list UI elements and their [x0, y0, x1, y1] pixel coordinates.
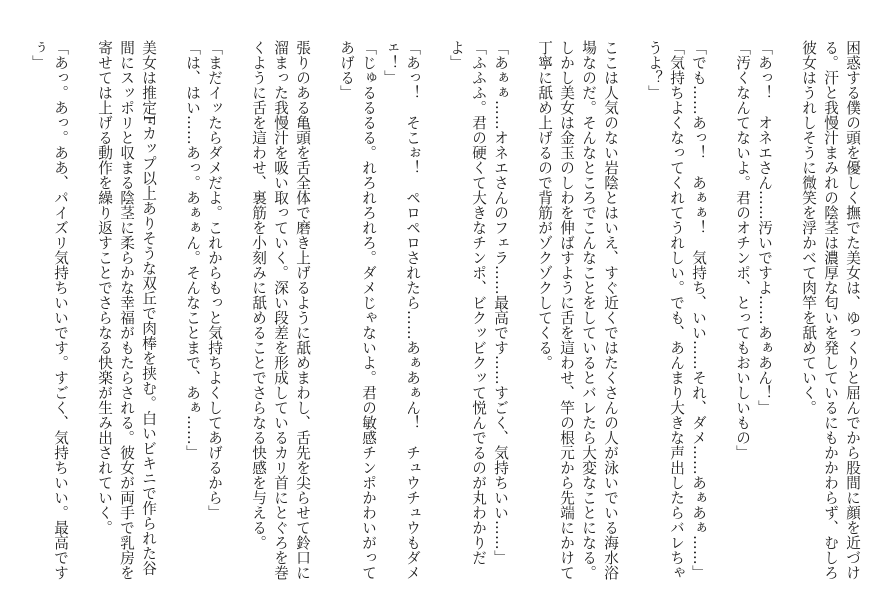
dialogue-line: 「じゅるるるる。れろれろれろ。ダメじゃないよ。君の敏感チンポかわいがってあげる」 [338, 40, 377, 580]
dialogue-line: 「あっ！ そこぉ！ ペロペロされたら……あぁあぁん！ チュウチュウもダメェ！」 [382, 40, 421, 580]
dialogue-line: 「汚くなんてないよ。君のオチンポ、とってもおいしいもの」 [734, 40, 751, 460]
dialogue-line: 「あっ。あっ。ああ、パイズリ気持ちいいです。すごく、気持ちいい。最高ですぅ」 [30, 40, 69, 580]
dialogue-line: 「まだイッたらダメだよ。これからもっと気持ちよくしてあげるから」 [206, 40, 223, 520]
dialogue-line: 「でも……あっ！ あぁぁ！ 気持ち、いい……それ、ダメ……あぁあぁ……」 [690, 40, 707, 580]
narration-paragraph: 美女は推定Fカップ以上ありそうな双丘で肉棒を挟む。白いビキニで作られた谷間にスッポリと収まる陰茎に柔らかな幸福がもたらされる。彼女が両手で乳房を寄せては上げる動作を繰り返すことでさらなる快楽が生み出されていく。 [96, 40, 157, 580]
dialogue-line: 「ふふふ。君の硬くて大きなチンポ、ビクッビクッて悦んでるのが丸わかりだよ」 [448, 40, 487, 565]
dialogue-line: 「あっ！ オネエさん……汚いですよ……あぁあん！」 [756, 40, 773, 415]
vertical-text-body [27, 40, 863, 580]
narration-paragraph: 困惑する僕の頭を優しく撫でた美女は、ゆっくりと屈んでから股間に顔を近づける。汗と我慢汁まみれの陰茎は濃厚な匂いを発しているにもかかわらず、むしろ彼女はうれしそうに微笑を浮かべて肉竿を舐めていく。 [800, 40, 861, 580]
narration-paragraph: ここは人気のない岩陰とはいえ、すぐ近くではたくさんの人が泳いでいる海水浴場なのだ。そんなところでこんなことをしているとバレたら大変なことになる。しかし美女は金玉のしわを伸ばすように舌を這わせ、竿の根元から先端にかけて丁寧に舐め上げるので背筋がゾクゾクしてくる。 [536, 40, 619, 580]
dialogue-line: 「あぁぁ……オネエさんのフェラ……最高です……すごく、気持ちいい……」 [492, 40, 509, 565]
dialogue-line: 「気持ちよくなってくれてうれしい。でも、あんまり大きな声出したらバレちゃうよ？」 [646, 40, 685, 580]
dialogue-line: 「は、はい……あっ。あぁぁん。そんなことまで、あぁ……」 [184, 40, 201, 460]
narration-paragraph: 張りのある亀頭を舌全体で磨き上げるように舐めまわし、舌先を尖らせて鈴口に溜まった我慢汁を吸い取っていく。深い段差を形成しているカリ首にとぐろを巻くように舌を這わせ、裏筋を小刻みに舐めることでさらなる快感を与える。 [250, 40, 311, 580]
